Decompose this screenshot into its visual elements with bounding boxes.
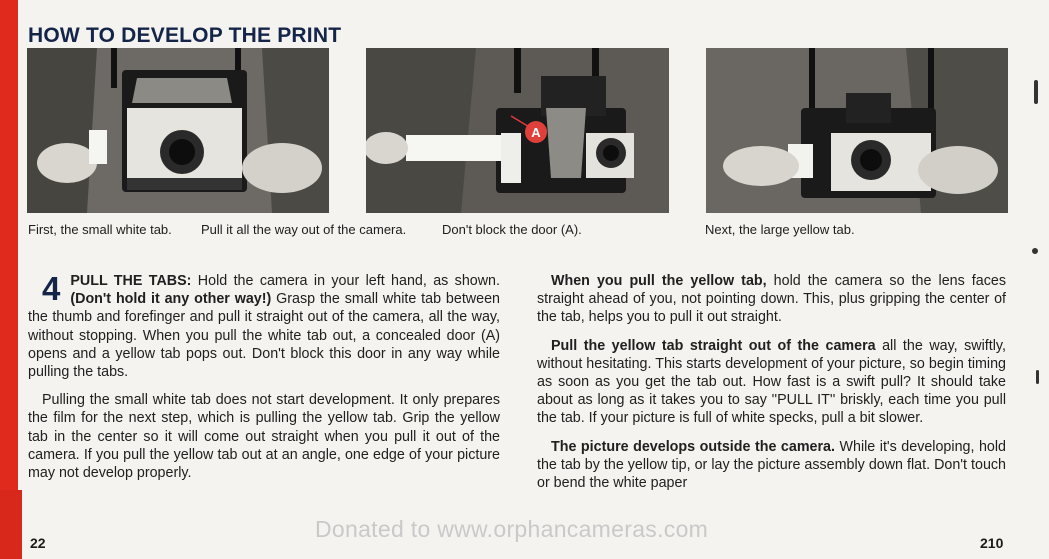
page-edge-red-bar-bottom bbox=[0, 490, 22, 559]
watermark: Donated to www.orphancameras.com bbox=[315, 516, 709, 542]
photo-pulling-out bbox=[366, 48, 669, 213]
right-paragraph-1: When you pull the yellow tab, hold the camera so the lens faces straight ahead of you, not pointing down. This, plus gripping the center of the tab, helps you to pull it out straight. bbox=[537, 273, 1006, 326]
print-speck bbox=[1034, 80, 1038, 104]
page-edge-red-bar bbox=[0, 0, 18, 559]
photo-white-tab bbox=[27, 48, 329, 213]
left-column bbox=[28, 272, 500, 492]
step-heading: PULL THE TABS: bbox=[70, 273, 192, 289]
caption-door: Don't block the door (A). bbox=[442, 222, 582, 237]
right-page-number: 210 bbox=[980, 535, 1004, 551]
print-speck bbox=[1032, 248, 1038, 254]
right-paragraph-2: Pull the yellow tab straight out of the camera all the way, swiftly, without hesitating. This starts development of your picture, so begin timing as soon as you get the tab out. How fast is a swift pull? It should take about as long as it takes you to say ''PULL IT'' briskly, each time you pull the tab. If your picture is full of white specks, pull a bit slower. bbox=[537, 337, 1006, 427]
caption-white-tab: First, the small white tab. bbox=[28, 222, 172, 237]
print-speck bbox=[1036, 370, 1039, 384]
right-column bbox=[537, 272, 1006, 502]
photo-yellow-tab bbox=[706, 48, 1008, 213]
caption-pull-out: Pull it all the way out of the camera. bbox=[201, 222, 407, 237]
page-title: HOW TO DEVELOP THE PRINT bbox=[28, 24, 342, 47]
left-paragraph-1: 4 PULL THE TABS: Hold the camera in your left hand, as shown. (Don't hold it any other way!) Grasp the small white tab between the thumb and forefinger and pull it straight out of the camera, all the way, without stopping. When you pull the white tab out, a concealed door (A) opens and a yellow tab pops out. Don't block this door in any way while pulling the tabs. bbox=[28, 270, 500, 381]
caption-yellow-tab: Next, the large yellow tab. bbox=[705, 222, 855, 237]
left-page-number: 22 bbox=[30, 535, 46, 551]
step-number: 4 bbox=[42, 270, 61, 307]
right-paragraph-3: The picture develops outside the camera. While it's developing, hold the tab by the yellow tip, or lay the picture assembly down flat. Don't touch or bend the white paper bbox=[537, 438, 1006, 492]
left-paragraph-2: Pulling the small white tab does not start development. It only prepares the film for the next step, which is pulling the yellow tab. Grip the yellow tab in the center so it will come out straight when you pull it out of the camera. If you pull the yellow tab out at an angle, one edge of your picture may not develop properly. bbox=[28, 392, 500, 482]
door-a-marker: A bbox=[531, 125, 541, 140]
